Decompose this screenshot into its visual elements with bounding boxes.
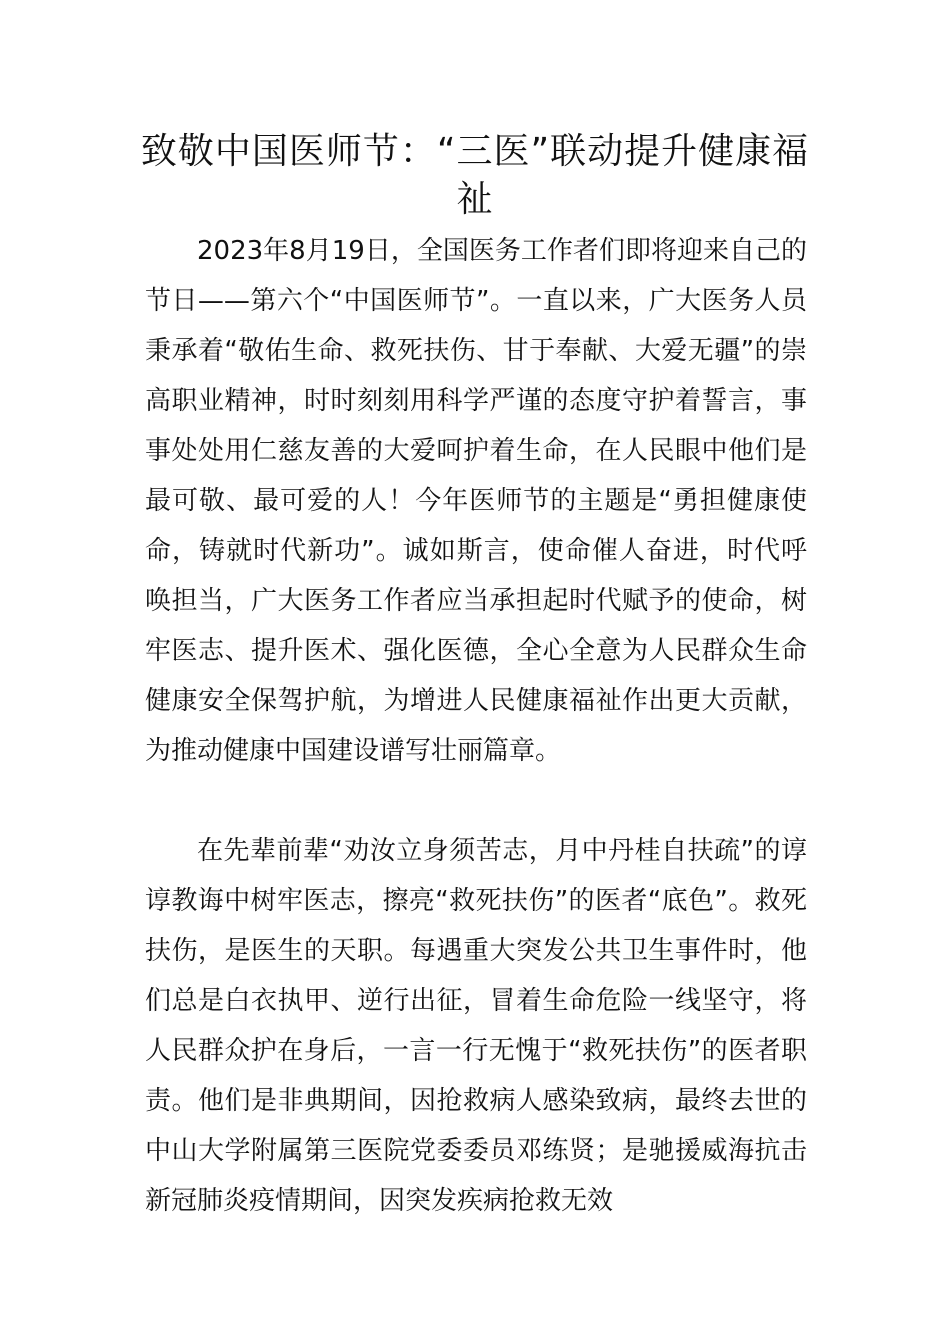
body-paragraph-2: 在先辈前辈“劝汝立身须苦志，月中丹桂自扶疏”的谆谆教诲中树牢医志，擦亮“救死扶伤”的医者“底色”。救死扶伤，是医生的天职。每遇重大突发公共卫生事件时，他们总是白衣执甲、逆行出征，冒着生命危险一线坚守，将人民群众护在身后，一言一行无愧于“救死扶伤”的医者职责。他们是非典期间，因抢救病人感染致病，最终去世的中山大学附属第三医院党委委员邓练贤；是驰援威海抗击新冠肺炎疫情期间，因突发疾病抢救无效 [145, 836, 807, 1216]
body-paragraph-1: 2023年8月19日，全国医务工作者们即将迎来自己的节日——第六个“中国医师节”。一直以来，广大医务人员秉承着“敬佑生命、救死扶伤、甘于奉献、大爱无疆”的崇高职业精神，时时刻刻用科学严谨的态度守护着誓言，事事处处用仁慈友善的大爱呵护着生命，在人民眼中他们是最可敬、最可爱的人！今年医师节的主题是“勇担健康使命，铸就时代新功”。诚如斯言，使命催人奋进，时代呼唤担当，广大医务工作者应当承担起时代赋予的使命，树牢医志、提升医术、强化医德，全心全意为人民群众生命健康安全保驾护航，为增进人民健康福祉作出更大贡献，为推动健康中国建设谱写壮丽篇章。 [145, 236, 807, 766]
document-title: 致敬中国医师节：“三医”联动提升健康福祉 [140, 131, 810, 220]
